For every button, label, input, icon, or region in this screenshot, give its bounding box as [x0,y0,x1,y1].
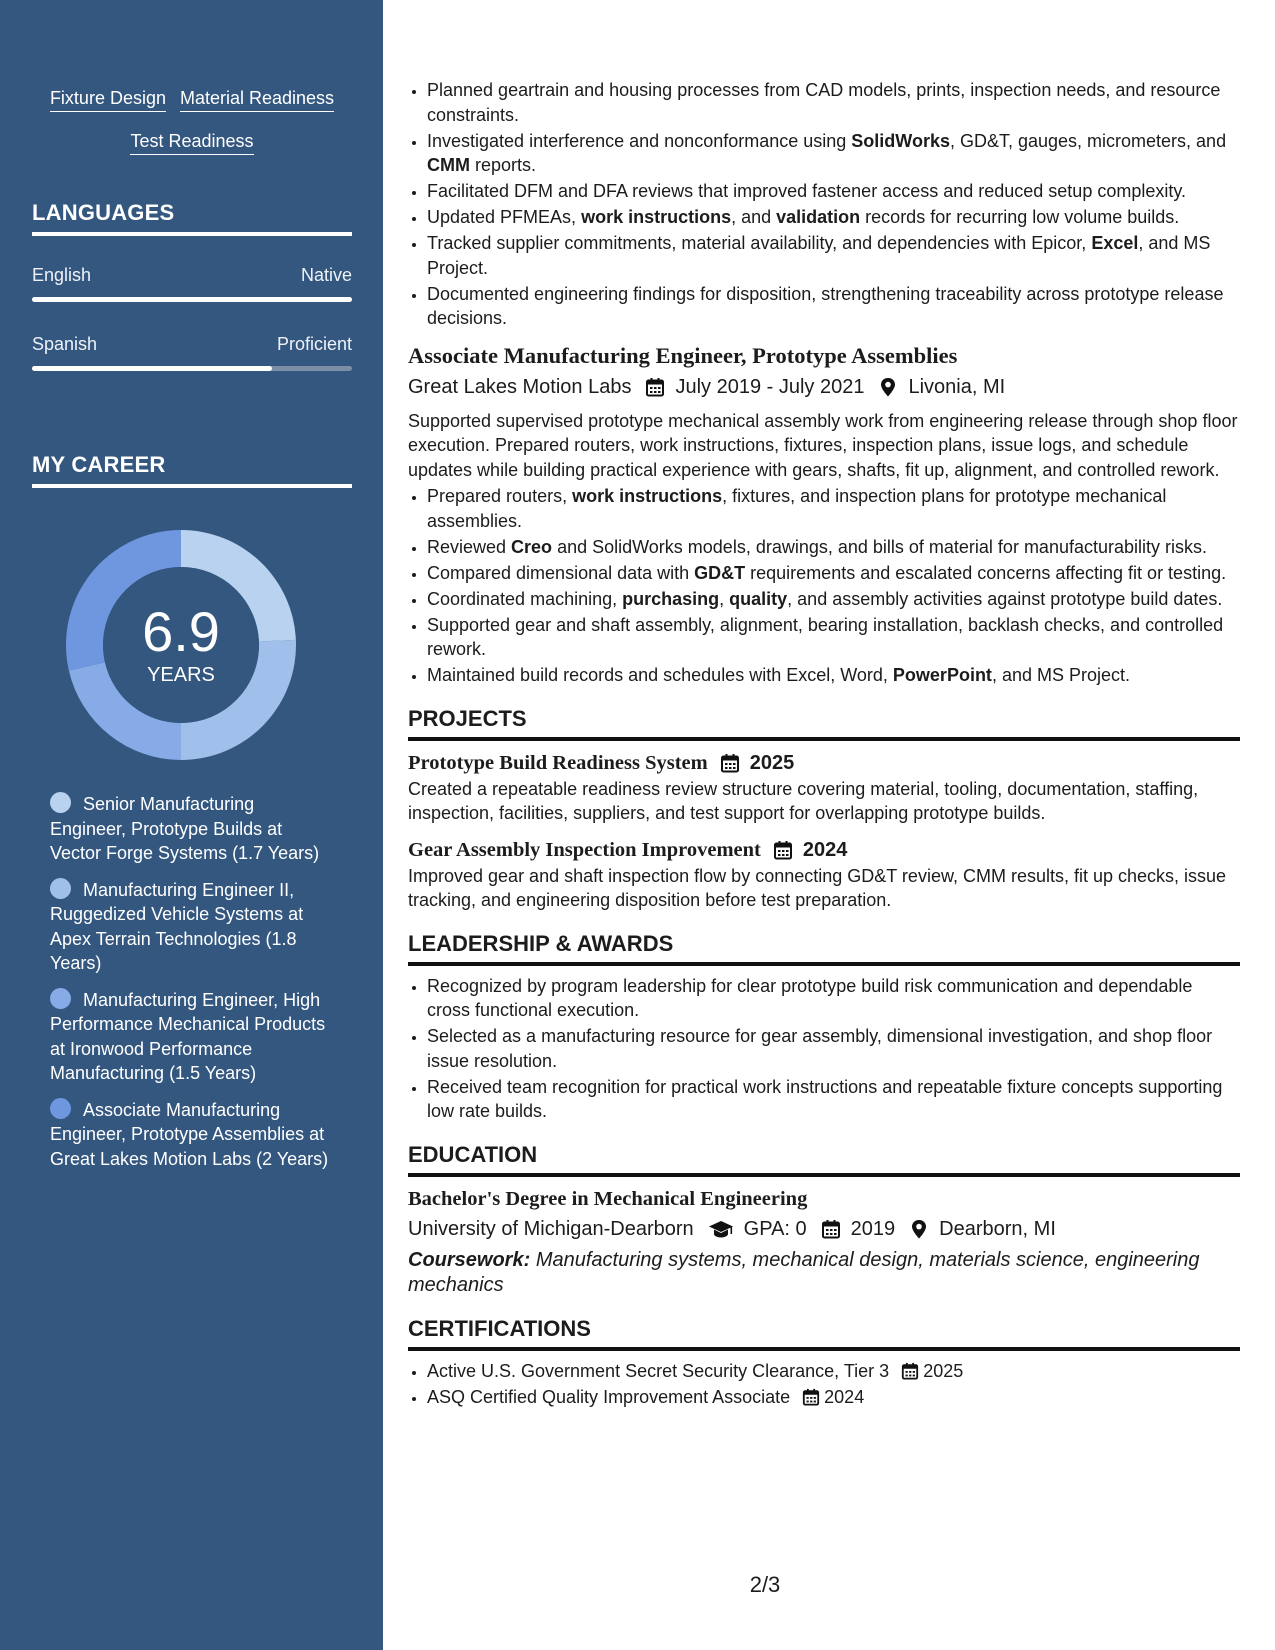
project-item [408,749,1240,826]
map-pin-icon [909,1219,929,1239]
career-list [50,792,330,1183]
calendar-icon [773,840,793,860]
calendar-icon [821,1219,841,1239]
award-item: • Selected as a manufacturing resource for gear assembly, dimensional investigation, and shop floor issue resolution. [427,1024,1240,1073]
page-number: 2/3 [749,1572,781,1597]
graduation-year-text: 2019 [850,1217,896,1240]
career-item-label: Manufacturing Engineer II, Ruggedized Vehicle Systems at Apex Terrain Technologies (1.8 Years) [50,879,304,973]
career-total [66,530,296,760]
awards-list [408,974,1240,1124]
certification-name: • ASQ Certified Quality Improvement Associate [427,1386,791,1407]
job-location [878,372,1005,402]
bullet-item: • Updated PFMEAs, work instructions, and validation records for recurring low volume builds. [427,205,1240,230]
bullet-item: • Facilitated DFM and DFA reviews that improved fastener access and reduced setup complexity. [427,179,1240,204]
career-item [50,792,330,866]
skill-tag: Test Readiness [130,129,253,155]
project-year: 2025 [749,751,795,774]
job-title: Associate Manufacturing Engineer, Prototype Assemblies [408,342,958,368]
graduation-year [821,1214,896,1244]
bullet-item: • Planned geartrain and housing processes from CAD models, prints, inspection needs, and resource constraints. [427,78,1240,127]
bullet-item: • Investigated interference and nonconformance using SolidWorks, GD&T, gauges, micrometers, and CMM reports. [427,129,1240,178]
career-dot [50,1098,71,1119]
project-year: 2024 [802,838,848,861]
career-item-label: Senior Manufacturing Engineer, Prototype Builds at Vector Forge Systems (1.7 Years) [50,794,320,863]
career-dot [50,878,71,899]
job-location-text: Livonia, MI [908,375,1006,398]
education-meta [408,1214,1240,1244]
gpa-text: GPA: 0 [743,1217,807,1240]
job-dates-text: July 2019 - July 2021 [675,375,865,398]
certification-year: 2024 [824,1386,865,1407]
project-description: Improved gear and shaft inspection flow by connecting GD&T review, CMM results, fit up checks, issue tracking, and engineering disposition before test preparation. [408,865,1227,910]
bullet-item: • Documented engineering findings for disposition, strengthening traceability across prototype release decisions. [427,282,1240,331]
bullet-item: • Compared dimensional data with GD&T requirements and escalated concerns affecting fit or testing. [427,561,1240,586]
bullet-item: • Tracked supplier commitments, material availability, and dependencies with Epicor, Excel, and MS Project. [427,231,1240,280]
job-company [408,372,631,402]
calendar-icon [720,753,740,773]
prev-job-bullets [408,78,1240,331]
bullet-item: • Supported gear and shaft assembly, alignment, bearing installation, backlash checks, and controlled rework. [427,613,1240,662]
degree-title: Bachelor's Degree in Mechanical Engineering [408,1187,808,1210]
project-title-text: Gear Assembly Inspection Improvement [408,838,761,861]
map-pin-icon [878,377,898,397]
career-item-label: Manufacturing Engineer, High Performance Mechanical Products at Ironwood Performance Manufacturing (1.5 Years) [50,989,326,1083]
school-name [408,1214,694,1244]
certification-item [427,1385,1240,1410]
sidebar [0,0,383,1650]
career-dot [50,988,71,1009]
certification-name: • Active U.S. Government Secret Security Clearance, Tier 3 [427,1360,890,1381]
project-item [408,836,1240,913]
project-title-text: Prototype Build Readiness System [408,751,708,774]
award-item: • Recognized by program leadership for clear prototype build risk communication and dependable cross functional execution. [427,974,1240,1023]
calendar-icon [802,1388,820,1406]
career-item [50,878,330,976]
language-bar-fill [32,366,272,371]
certification-item [427,1359,1240,1384]
projects-heading: PROJECTS [408,704,1240,741]
job-bullets [408,484,1240,688]
career-item [50,1098,330,1172]
job-dates [645,372,864,402]
coursework-label: Coursework: [408,1248,531,1271]
language-bar-fill [32,297,352,302]
bullet-item: • Maintained build records and schedules with Excel, Word, PowerPoint, and MS Project. [427,663,1240,688]
career-total-unit: YEARS [147,664,215,686]
career-heading: MY CAREER [32,452,352,488]
calendar-icon [901,1362,919,1380]
skill-tag: Material Readiness [180,86,334,112]
job-summary: Supported supervised prototype mechanical assembly work from engineering release through shop floor execution. Prepared routers, work instructions, fixtures, inspection plans, issue logs, and schedule updates while building practical experience with gears, shafts, fit up, alignment, and controlled rework. [408,410,1238,480]
school-name-text: University of Michigan-Dearborn [408,1217,694,1240]
career-donut-chart [66,530,296,760]
bullet-item: • Reviewed Creo and SolidWorks models, drawings, and bills of material for manufacturability risks. [427,535,1240,560]
award-item: • Received team recognition for practical work instructions and repeatable fixture concepts supporting low rate builds. [427,1075,1240,1124]
project-title [408,749,1240,777]
certification-year: 2025 [923,1360,964,1381]
education-heading: EDUCATION [408,1140,1240,1177]
language-bar [32,366,352,371]
gpa [708,1214,807,1244]
job-company-text: Great Lakes Motion Labs [408,375,632,398]
language-name: English [32,265,92,285]
career-total-number: 6.9 [142,600,220,663]
skill-tag: Fixture Design [50,86,166,112]
school-location-text: Dearborn, MI [939,1217,1056,1240]
language-level: Proficient [276,334,352,354]
coursework-text: Manufacturing systems, mechanical design, materials science, engineering mechanics [408,1248,1200,1296]
school-location [909,1214,1056,1244]
calendar-icon [645,377,665,397]
skills-list [32,86,352,172]
bullet-item: • Prepared routers, work instructions, fixtures, and inspection plans for prototype mechanical assemblies. [427,484,1240,533]
career-item [50,988,330,1086]
languages-heading: LANGUAGES [32,200,352,236]
coursework [408,1248,1240,1298]
project-title [408,836,1240,864]
graduation-cap-icon [708,1219,734,1239]
job-meta [408,372,1240,402]
language-level: Native [300,265,352,285]
career-item-label: Associate Manufacturing Engineer, Prototype Assemblies at Great Lakes Motion Labs (2 Years) [50,1099,329,1169]
main-content [408,78,1240,1411]
awards-heading: LEADERSHIP & AWARDS [408,929,1240,966]
certifications-heading: CERTIFICATIONS [408,1314,1240,1351]
career-dot [50,792,71,813]
project-description: Created a repeatable readiness review structure covering material, tooling, documentation, staffing, inspection, facilities, suppliers, and test support for overlapping prototype builds. [408,778,1199,823]
certifications-list [408,1359,1240,1410]
language-bar [32,297,352,302]
language-name: Spanish [32,334,98,354]
bullet-item: • Coordinated machining, purchasing, quality, and assembly activities against prototype build dates. [427,587,1240,612]
